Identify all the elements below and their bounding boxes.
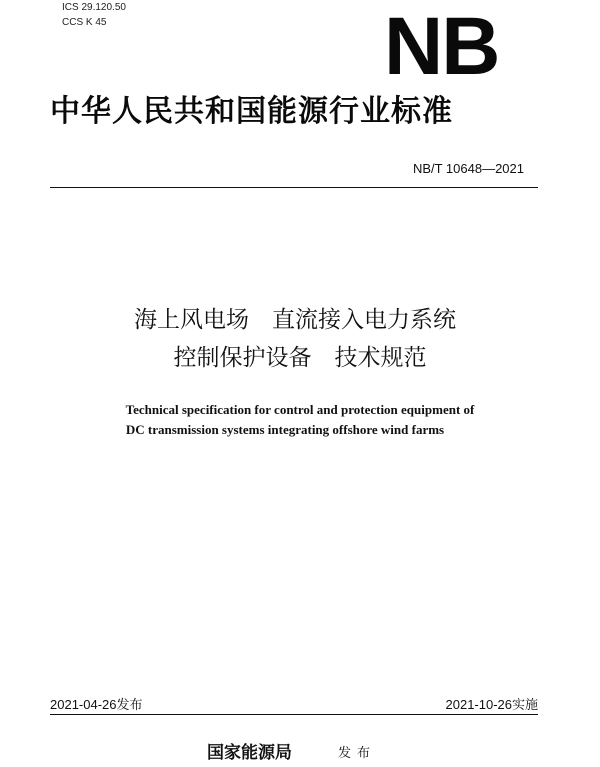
title-en-line-2: DC transmission systems integrating offshore wind farms	[125, 422, 445, 437]
issuer-title: 中华人民共和国能源行业标准	[50, 94, 453, 129]
issuer-name: 国家能源局	[207, 743, 292, 763]
nb-logo: NB	[384, 1, 499, 92]
publish-date: 2021-04-26发布	[50, 697, 143, 712]
implement-date: 2021-10-26实施	[445, 697, 538, 712]
bottom-divider	[50, 714, 538, 715]
top-divider	[50, 187, 538, 188]
title-en-line-1: Technical specification for control and protection equipment of	[125, 402, 475, 417]
ccs-code: CCS K 45	[62, 17, 107, 28]
standard-number: NB/T 10648—2021	[412, 161, 524, 176]
title-zh-line-2: 控制保护设备 技术规范	[173, 345, 427, 371]
title-zh-line-1: 海上风电场 直流接入电力系统	[134, 307, 456, 333]
ics-code: ICS 29.120.50	[62, 2, 126, 13]
issue-action: 发布	[338, 746, 377, 761]
